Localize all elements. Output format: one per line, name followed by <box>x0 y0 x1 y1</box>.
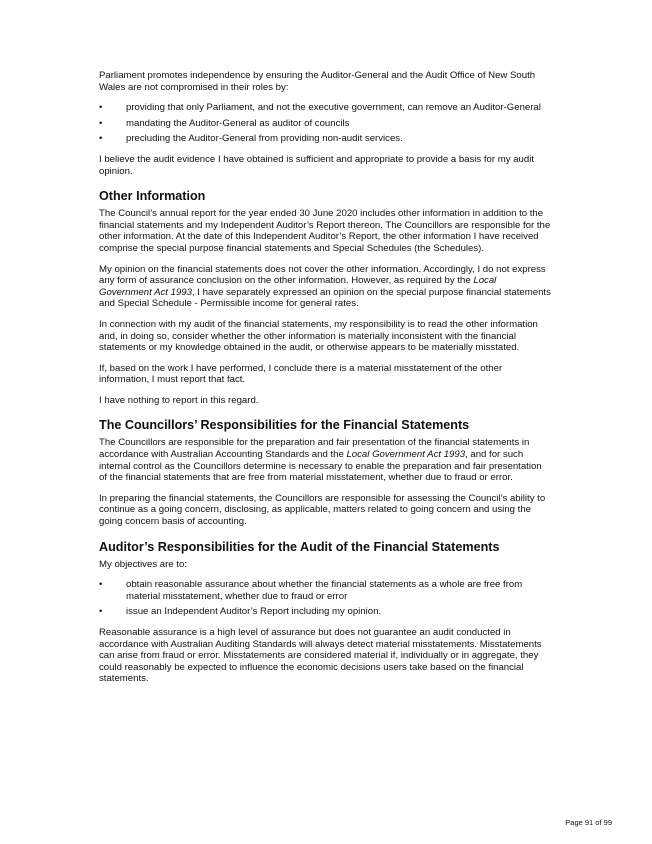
auditor-heading: Auditor’s Responsibilities for the Audit of the Financial Statements <box>99 539 500 554</box>
paragraph: In connection with my audit of the financial statements, my responsibility is to read the other information and, in doing so, consider whether the other information is materially inconsistent with the financial statements or my knowledge obtained in the audit, or otherwise appears to be materially misstated. <box>99 318 538 354</box>
paragraph: In preparing the financial statements, the Councillors are responsible for assessing the Council’s ability to continue as a going concern, disclosing, as applicable, matters related to going concern and using the going concern basis of accounting. <box>99 492 546 528</box>
paragraph: My objectives are to: <box>99 558 187 570</box>
document-page <box>99 70 551 694</box>
list-item: • mandating the Auditor-General as auditor of councils <box>99 118 551 130</box>
paragraph: If, based on the work I have performed, I conclude there is a material misstatement of the other information, I must report that fact. <box>99 362 503 386</box>
paragraph: The Council’s annual report for the year ended 30 June 2020 includes other information in addition to the financial statements and my Independent Auditor’s Report thereon. The Councillors are responsible for the other information. At the date of this Independent Auditor’s Report, the other information I have received comprise the special purpose financial statements and Special Schedules (the Schedules). <box>99 208 551 254</box>
other-information-heading: Other Information <box>99 189 206 204</box>
list-item: • precluding the Auditor-General from providing non-audit services. <box>99 133 551 145</box>
intro-paragraph: Parliament promotes independence by ensuring the Auditor-General and the Audit Office of New South Wales are not compromised in their roles by: <box>99 70 536 93</box>
page-number: Page 91 of 99 <box>565 818 612 827</box>
paragraph: My opinion on the financial statements does not cover the other information. Accordingly, I do not express any form of assurance conclusion on the other information. However, as required by the Local Government Act 1993, I have separately expressed an opinion on the special purpose financial statements and Special Schedule - Permissible income for general rates. <box>99 263 551 310</box>
paragraph: Reasonable assurance is a high level of assurance but does not guarantee an audit conducted in accordance with Australian Auditing Standards will always detect material misstatements. Misstatements can arise from fraud or error. Misstatements are considered material if, individually or in aggregate, they could reasonably be expected to influence the economic decisions users take based on the financial statements. <box>99 627 542 685</box>
independence-list <box>99 102 551 145</box>
councillors-heading: The Councillors’ Responsibilities for the Financial Statements <box>99 418 470 433</box>
list-item: • providing that only Parliament, and not the executive government, can remove an Auditor-General <box>99 102 551 114</box>
list-item: • issue an Independent Auditor’s Report including my opinion. <box>99 606 551 618</box>
paragraph: I have nothing to report in this regard. <box>99 394 259 406</box>
objectives-list <box>99 579 551 618</box>
audit-evidence-paragraph: I believe the audit evidence I have obtained is sufficient and appropriate to provide a basis for my audit opinion. <box>99 153 535 177</box>
list-item: • obtain reasonable assurance about whether the financial statements as a whole are free from material misstatement, whether due to fraud or error <box>99 579 551 602</box>
paragraph: The Councillors are responsible for the preparation and fair presentation of the financial statements in accordance with Australian Accounting Standards and the Local Government Act 1993, and for such internal control as the Councillors determine is necessary to enable the preparation and fair presentation of the financial statements that are free from material misstatement, whether due to fraud or error. <box>99 437 542 484</box>
